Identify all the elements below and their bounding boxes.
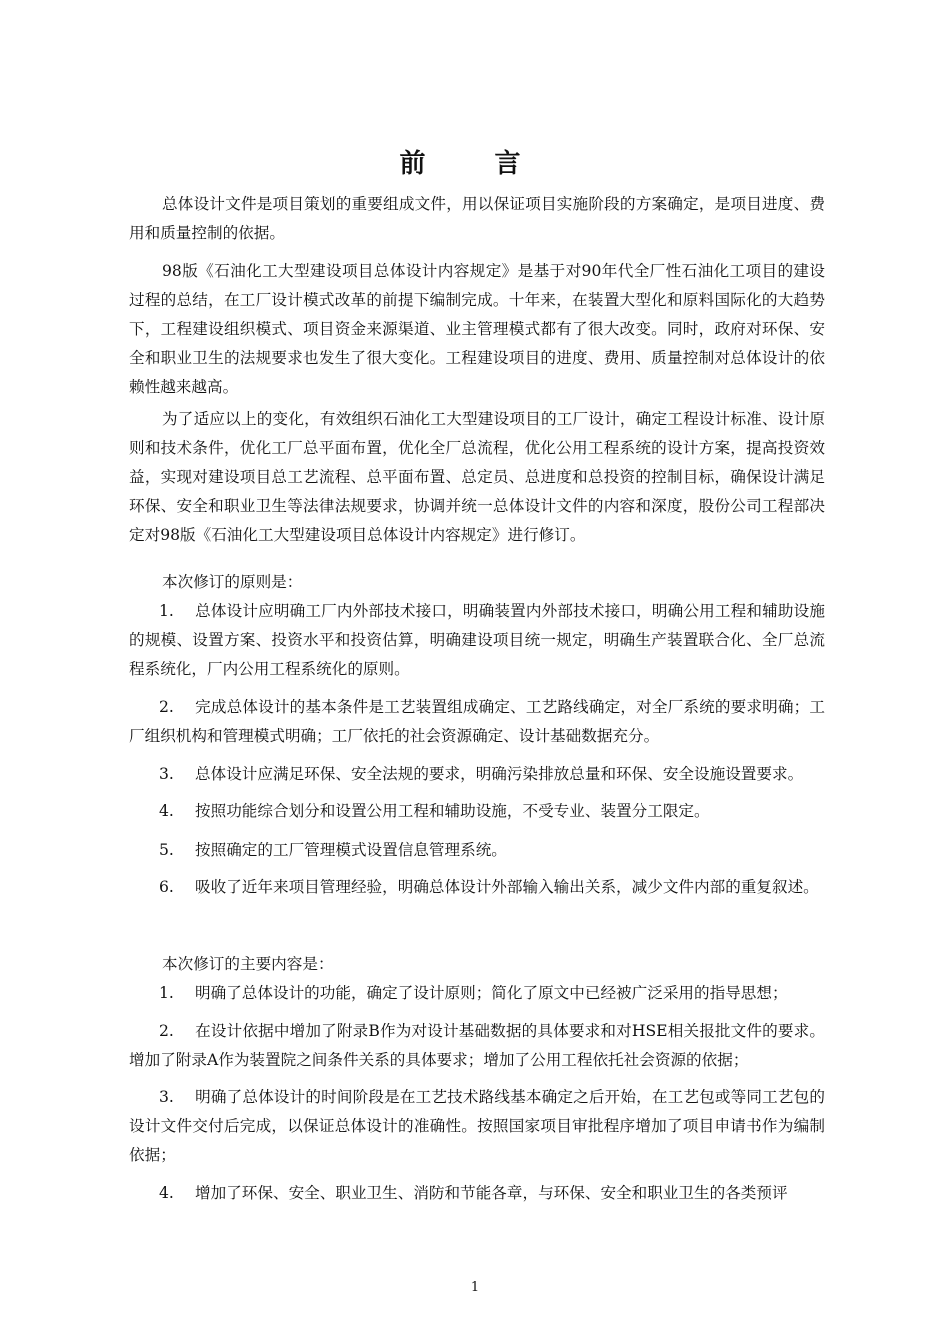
content-number: 4. [159, 1184, 174, 1202]
content-number: 1. [159, 984, 174, 1002]
content-text: 在设计依据中增加了附录B作为对设计基础数据的具体要求和对HSE相关报批文件的要求。增加了附录A作为装置院之间条件关系的具体要求；增加了公用工程依托社会资源的依据； [129, 1022, 825, 1069]
principle-text: 按照确定的工厂管理模式设置信息管理系统。 [195, 841, 507, 859]
content-text: 明确了总体设计的时间阶段是在工艺技术路线基本确定之后开始，在工艺包或等同工艺包的设计文件交付后完成，以保证总体设计的准确性。按照国家项目审批程序增加了项目申请书作为编制依据； [129, 1088, 825, 1164]
page-number: 1 [470, 1280, 480, 1295]
principle-text: 总体设计应满足环保、安全法规的要求，明确污染排放总量和环保、安全设施设置要求。 [195, 765, 804, 783]
content-text: 增加了环保、安全、职业卫生、消防和节能各章，与环保、安全和职业卫生的各类预评 [195, 1184, 788, 1202]
content-item-1 [129, 979, 825, 1008]
contents-heading: 本次修订的主要内容是： [162, 955, 334, 973]
principle-number: 6. [159, 878, 174, 896]
principle-text: 总体设计应明确工厂内外部技术接口，明确装置内外部技术接口，明确公用工程和辅助设施的规模、设置方案、投资水平和投资估算，明确建设项目统一规定，明确生产装置联合化、全厂总流程系统化，厂内公用工程系统化的原则。 [129, 602, 825, 678]
principle-item-2 [129, 693, 825, 751]
content-number: 2. [159, 1022, 174, 1040]
principle-item-1 [129, 597, 825, 684]
intro-paragraph-2: 98版《石油化工大型建设项目总体设计内容规定》是基于对90年代全厂性石油化工项目的建设过程的总结，在工厂设计模式改革的前提下编制完成。十年来，在装置大型化和原料国际化的大趋势下，工程建设组织模式、项目资金来源渠道、业主管理模式都有了很大改变。同时，政府对环保、安全和职业卫生的法规要求也发生了很大变化。工程建设项目的进度、费用、质量控制对总体设计的依赖性越来越高。 [129, 262, 825, 396]
content-item-4 [129, 1179, 825, 1208]
principles-heading: 本次修订的原则是： [162, 573, 303, 591]
content-item-2 [129, 1017, 825, 1075]
intro-paragraph-3: 为了适应以上的变化，有效组织石油化工大型建设项目的工厂设计，确定工程设计标准、设计原则和技术条件，优化工厂总平面布置，优化全厂总流程，优化公用工程系统的设计方案，提高投资效益，实现对建设项目总工艺流程、总平面布置、总定员、总进度和总投资的控制目标，确保设计满足环保、安全和职业卫生等法律法规要求，协调并统一总体设计文件的内容和深度，股份公司工程部决定对98版《石油化工大型建设项目总体设计内容规定》进行修订。 [129, 410, 825, 544]
principle-number: 2. [159, 698, 174, 716]
principle-text: 完成总体设计的基本条件是工艺装置组成确定、工艺路线确定，对全厂系统的要求明确；工厂组织机构和管理模式明确；工厂依托的社会资源确定、设计基础数据充分。 [129, 698, 825, 745]
principle-number: 1. [159, 602, 174, 620]
principle-text: 按照功能综合划分和设置公用工程和辅助设施，不受专业、装置分工限定。 [195, 802, 710, 820]
intro-paragraph-1: 总体设计文件是项目策划的重要组成文件，用以保证项目实施阶段的方案确定，是项目进度、费用和质量控制的依据。 [129, 195, 825, 242]
principle-number: 4. [159, 802, 174, 820]
principle-item-6 [129, 873, 825, 902]
page-title: 前 言 [399, 149, 551, 179]
content-item-3 [129, 1083, 825, 1170]
principle-text: 吸收了近年来项目管理经验，明确总体设计外部输入输出关系，减少文件内部的重复叙述。 [195, 878, 819, 896]
principle-number: 5. [159, 841, 174, 859]
principle-number: 3. [159, 765, 174, 783]
principle-item-5 [129, 836, 825, 865]
principle-item-3 [129, 760, 825, 789]
content-text: 明确了总体设计的功能，确定了设计原则；简化了原文中已经被广泛采用的指导思想； [195, 984, 788, 1002]
content-number: 3. [159, 1088, 174, 1106]
principle-item-4 [129, 797, 825, 826]
